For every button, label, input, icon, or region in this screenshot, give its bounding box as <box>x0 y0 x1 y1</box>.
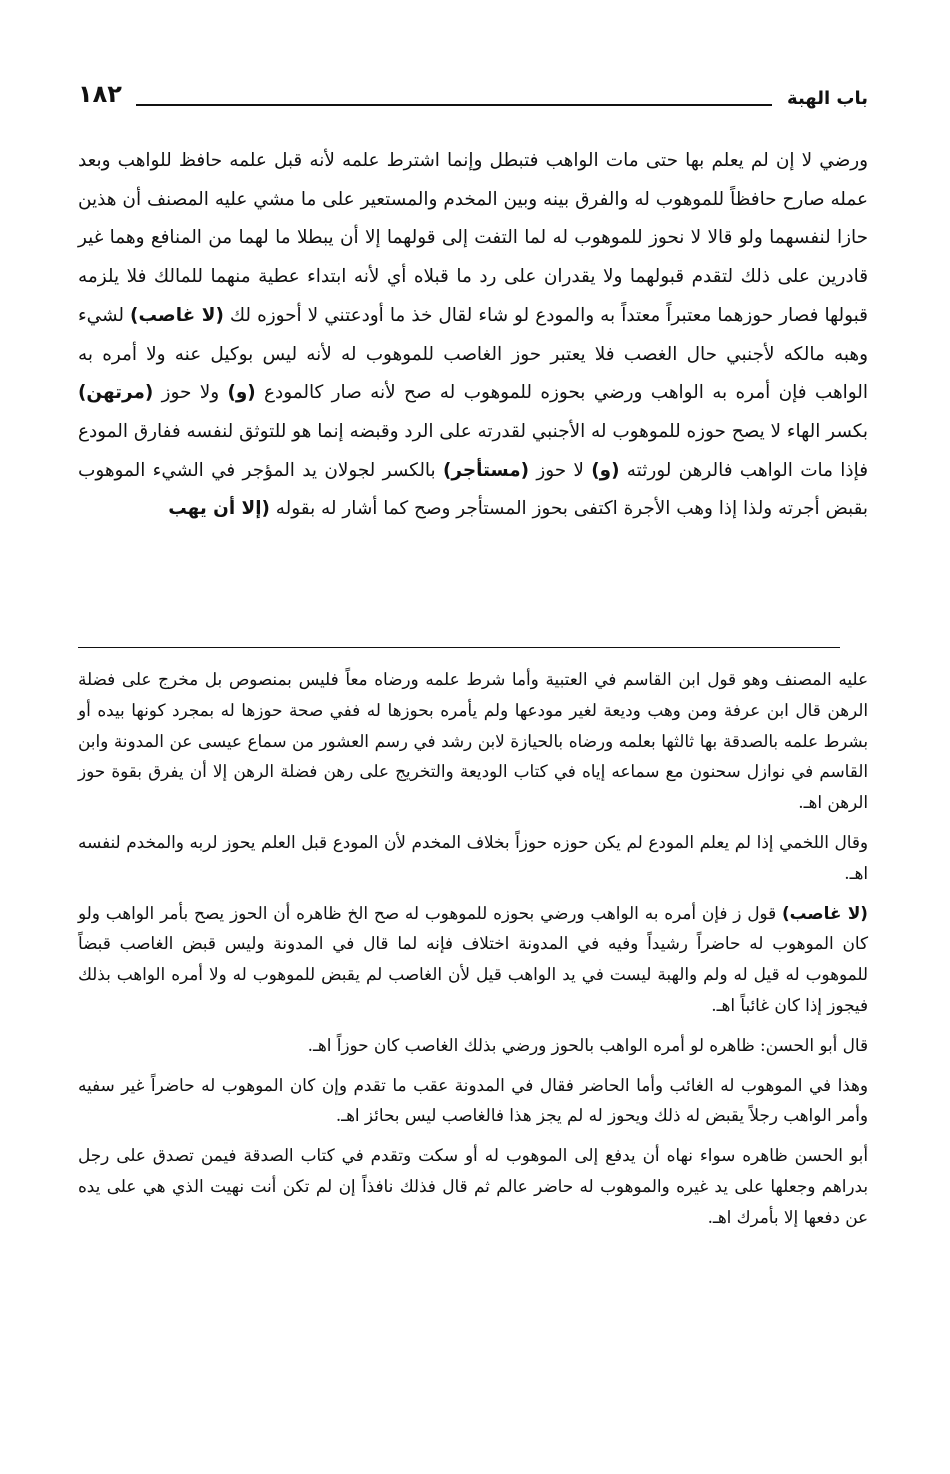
footnote-paragraph: وهذا في الموهوب له الغائب وأما الحاضر فقال في المدونة عقب ما تقدم وإن كان الموهوب له حاضراً غير سفيه وأمر الواهب رجلاً يقبض له ذلك ويحوز له لم يجز هذا فالغاصب ليس بحائز اهـ. <box>78 1074 868 1126</box>
main-text-segment: بكسر الهاء لا يصح حوزه للموهوب له الأجنبي لقدرته على الرد وقبضه إنما هو للتوثق لنفسه ففارق المودع فإذا مات الواهب فالرهن لورثته <box>78 420 868 481</box>
main-text-segment: ولا حوز <box>153 382 228 404</box>
footnote-paragraph: عليه المصنف وهو قول ابن القاسم في العتبية وأما شرط علمه ورضاه معاً فليس بمنصوص بل مخرج على فضلة الرهن قال ابن عرفة ومن وهب وديعة لغير مودعها ولم يأمره بحوزها له ففي صحة حوزها له بمجرد كونها بيده أو بشرط علمه بالصدقة بها ثالثها بعلمه ورضاه بالحيازة لابن رشد في رسم العشور من سماع عيسى عن المدونة وابن القاسم في نوازل سحنون مع سماعه إياه في كتاب الوديعة والتخريج على رهن فضلة الرهن إلا أن يفرق بقوة حوز الرهن اهـ. <box>78 669 868 813</box>
main-text-segment: ورضي لا إن لم يعلم بها حتى مات الواهب فتبطل وإنما اشترط علمه لأنه قبل علمه حافظ للواهب وبعد عمله صارح حافظاً للموهوب له والفرق بينه وبين المخدم والمستعير على ما مشي عليه المصنف أن هذين حازا لنفسهما ولو قالا لا نحوز للموهوب له لما التفت إلى قولهما إلا أن يبطلا ما لهما من المنافع وهما غير قادرين على ذلك لتقدم قبولهما ولا يقدران على رد ما قبلاه أي لأنه ابتداء عطية منهما للمالك فلا يلزمه قبولها فصار حوزهما معتبراً معتداً به والمودع لو شاء لقال خذ ما أودعتني لا أحوزه لك <box>78 150 868 326</box>
main-bold-term: (و) <box>591 459 620 481</box>
footnote-paragraph: قال أبو الحسن: ظاهره لو أمره الواهب بالحوز ورضي بذلك الغاصب كان حوزاً اهـ. <box>307 1034 868 1055</box>
main-text-segment: لشيء وهبه مالكه لأجنبي حال الغصب فلا يعتبر حوز الغاصب للموهوب له لأنه ليس بوكيل عنه ولا أمره به الواهب فإن أمره به الواهب ورضي بحوزه للموهوب له صح لأنه صار كالمودع <box>78 304 868 404</box>
main-bold-term: (إلا أن يهب <box>168 498 270 520</box>
page-header <box>78 82 868 118</box>
main-text <box>78 142 868 529</box>
footnotes <box>78 664 868 1242</box>
footnote-paragraph: أبو الحسن ظاهره سواء نهاه أن يدفع إلى الموهوب له أو سكت وتقدم في كتاب الصدقة فيمن تصدق على رجل بدراهم وجعلها على يد غيره والموهوب له حاضر عالم ثم قال فذلك نافذاً إن لم تكن أنت نهيت الذي هي على يده عن دفعها إلا بأمرك اهـ. <box>78 1145 868 1227</box>
main-text-segment: لا حوز <box>529 459 592 481</box>
main-bold-term: (و) <box>227 382 256 404</box>
main-bold-term: (لا غاصب) <box>130 304 224 326</box>
footnote-text: قول ز فإن أمره به الواهب ورضي بحوزه للموهوب له صح الخ ظاهره أن الحوز يصح بأمر الواهب ولو كان الموهوب له حاضراً رشيداً وفيه في المدونة اختلاف فإنه لما قال في المدونة وليس قبض الغاصب قبضاً للموهوب له قيل له ولم والهبة ليست في يد الواهب قيل لأن الغاصب لم يقبض للموهوب له ولا أمره الواهب بذلك فيجوز إذا كان غائباً اهـ. <box>78 902 868 1015</box>
footnote-paragraph <box>78 898 868 1021</box>
header-rule <box>136 104 772 106</box>
footnote-bold-term: (لا غاصب) <box>782 902 868 923</box>
footnote-separator <box>78 647 840 648</box>
footnote-paragraph: وقال اللخمي إذا لم يعلم المودع لم يكن حوزه حوزاً بخلاف المخدم لأن المودع قبل العلم يحوز لربه والمخدم لنفسه اهـ. <box>78 831 868 883</box>
main-bold-term: (مرتهن) <box>78 382 154 404</box>
main-bold-term: (مستأجر) <box>442 459 530 481</box>
main-paragraph <box>78 142 868 529</box>
page-number: ١٨٢ <box>78 80 122 108</box>
main-text-segment: بالكسر لجولان يد المؤجر في الشيء الموهوب بقبض أجرته ولذا إذا وهب الأجرة اكتفى بحوز المستأجر وصح كما أشار له بقوله <box>78 459 868 520</box>
chapter-title: باب الهبة <box>787 88 868 109</box>
